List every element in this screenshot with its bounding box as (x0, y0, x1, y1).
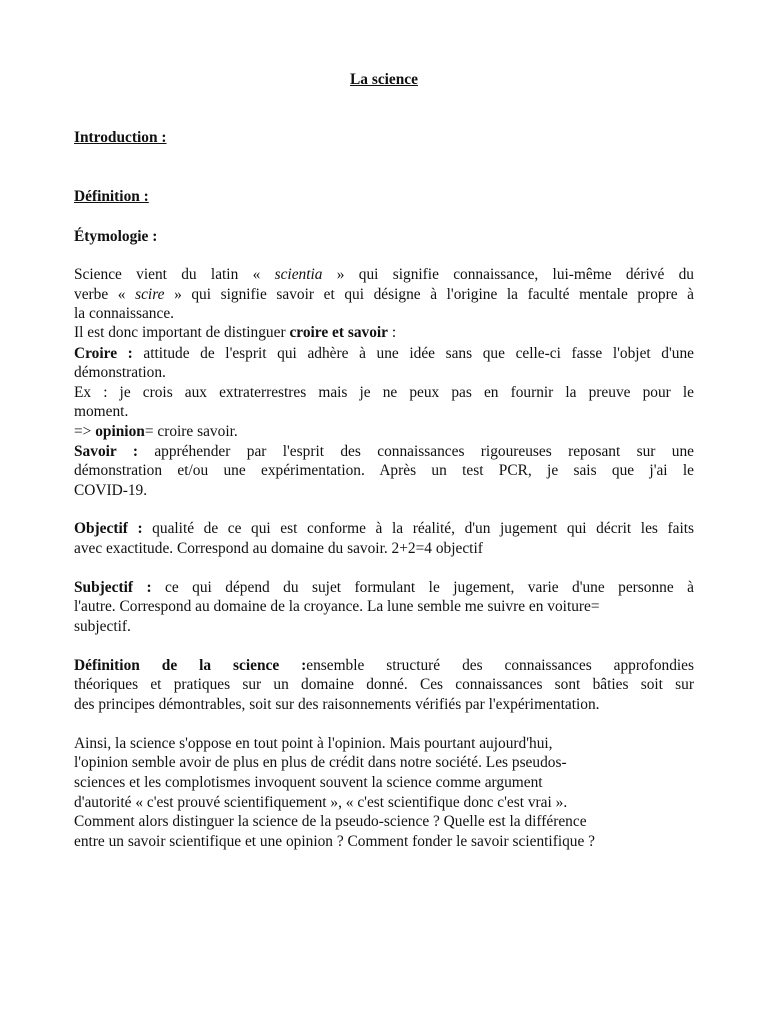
conclusion-line-1: Ainsi, la science s'oppose en tout point à l'opinion. Mais pourtant aujourd'hui, (74, 735, 553, 752)
opinion-line: => opinion= croire savoir. (74, 423, 238, 440)
objectif-line-2: avec exactitude. Correspond au domaine du savoir. 2+2=4 objectif (74, 540, 483, 557)
objectif-line-1: Objectif : qualité de ce qui est conforme à la réalité, d'un jugement qui décrit les faits (74, 520, 694, 537)
etymology-line-1: Science vient du latin « scientia » qui signifie connaissance, lui-même dérivé du (74, 266, 694, 283)
subjectif-line-3: subjectif. (74, 618, 131, 635)
savoir-line-1: Savoir : appréhender par l'esprit des connaissances rigoureuses reposant sur une (74, 443, 694, 460)
savoir-line-2: démonstration et/ou une expérimentation. Après un test PCR, je sais que j'ai le (74, 462, 694, 479)
subjectif-line-1: Subjectif : ce qui dépend du sujet formulant le jugement, varie d'une personne à (74, 579, 694, 596)
heading-definition: Définition : (74, 188, 149, 205)
heading-etymologie: Étymologie : (74, 228, 158, 245)
conclusion-line-2: l'opinion semble avoir de plus en plus de crédit dans notre société. Les pseudos- (74, 754, 567, 771)
croire-example-line-1: Ex : je crois aux extraterrestres mais je ne peux pas en fournir la preuve pour le (74, 384, 694, 401)
definition-science-line-3: des principes démontrables, soit sur des raisonnements vérifiés par l'expérimentation. (74, 696, 600, 713)
conclusion-line-6: entre un savoir scientifique et une opinion ? Comment fonder le savoir scientifique ? (74, 833, 595, 850)
conclusion-line-5: Comment alors distinguer la science de la pseudo-science ? Quelle est la différence (74, 813, 587, 830)
subjectif-line-2: l'autre. Correspond au domaine de la croyance. La lune semble me suivre en voiture= (74, 598, 600, 615)
etymology-line-2: verbe « scire » qui signifie savoir et qui désigne à l'origine la faculté mentale propre à (74, 286, 694, 303)
savoir-line-3: COVID-19. (74, 482, 148, 499)
definition-science-line-2: théoriques et pratiques sur un domaine donné. Ces connaissances sont bâties soit sur (74, 676, 694, 693)
croire-line-1: Croire : attitude de l'esprit qui adhère à une idée sans que celle-ci fasse l'objet d'une (74, 345, 694, 362)
conclusion-line-3: sciences et les complotismes invoquent souvent la science comme argument (74, 774, 543, 791)
croire-line-2: démonstration. (74, 364, 166, 381)
croire-example-line-2: moment. (74, 403, 129, 420)
etymology-line-3: la connaissance. (74, 305, 174, 322)
document-title: La science (350, 71, 418, 88)
definition-science-line-1: Définition de la science :ensemble structuré des connaissances approfondies (74, 657, 694, 674)
etymology-line-4: Il est donc important de distinguer croire et savoir : (74, 324, 397, 341)
heading-introduction: Introduction : (74, 129, 167, 146)
conclusion-line-4: d'autorité « c'est prouvé scientifiquement », « c'est scientifique donc c'est vrai ». (74, 794, 568, 811)
